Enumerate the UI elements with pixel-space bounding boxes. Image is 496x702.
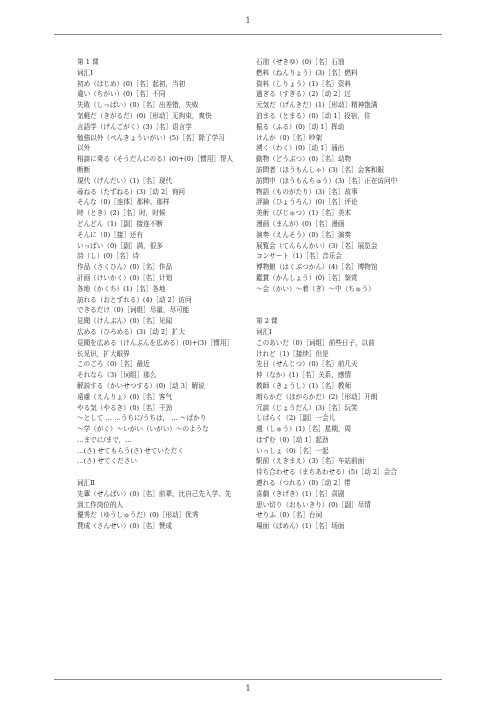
vocab-entry: 過ぎる（すぎる）(2)［动 2］过 (256, 90, 351, 99)
vocab-entry: 喜劇（きげき）(1)［名］喜剧 (256, 489, 345, 498)
vocab-entry: 到工作岗位的人 (77, 500, 124, 509)
vocab-entry: 現代（げんだい）(1)［名］现代 (77, 176, 173, 185)
vocab-entry: 駅前（えきまえ）(3)［名］车站前面 (256, 457, 365, 466)
section-heading: 词汇Ⅰ (77, 68, 93, 77)
vocab-entry: コンサート（1)［名］音乐会 (256, 252, 342, 261)
vocab-entry: それなら（3)［词组］那么 (77, 371, 157, 380)
vocab-entry: 失敗（しっぱい）(0)［名］出差错，失败 (77, 101, 199, 110)
vocab-entry: 連れる（つれる）(0)［动 2］带 (256, 479, 351, 488)
vocab-entry: やる気（やるき）(0)［名］干劲 (77, 403, 173, 412)
vocab-entry: ～として … …うちに/うちは， … ～ばかり (77, 414, 207, 423)
vocab-entry: …(さ) せてください (77, 457, 137, 466)
vocab-entry: 石油（せきゆ）(0)［名］石油 (256, 58, 345, 66)
vocab-entry: 泊まる（とまる）(0)［动 1］投宿，住 (256, 111, 371, 120)
section-heading: 词汇Ⅱ (77, 479, 95, 488)
vocab-entry: このあいだ（0)［词组］前些日子，以前 (256, 338, 375, 347)
section-heading: 词汇Ⅰ (256, 327, 272, 336)
vocab-entry: 振る（ふる）(0)［动 1］挥动 (256, 122, 345, 131)
vocab-entry: 以外 (77, 144, 91, 153)
vocab-entry: 動物（どうぶつ）(0)［名］动物 (256, 155, 352, 164)
vocab-entry: 評論（ひょうろん）(0)［名］评论 (256, 198, 358, 207)
vocab-entry: いっしょ（0)［名］一起 (256, 446, 329, 455)
vocab-entry: 見聞（けんぶん）(0)［名］见闻 (77, 317, 173, 326)
vocab-entry: …(さ) せてもらう(さ) せていただく (77, 446, 184, 455)
vocab-entry: 尋ねる（たずねる）(3)［动 2］询问 (77, 187, 185, 196)
right-column (256, 57, 426, 532)
vocab-entry: 物語（ものがたり）(3)［名］故事 (256, 187, 358, 196)
vocab-entry: 場面（ばめん）(1)［名］场面 (256, 522, 345, 531)
vocab-entry: 博物館（はくぶつかん）(4)［名］博物馆 (256, 263, 378, 272)
vocab-entry: そんな（0)［连体］那种、那样 (77, 198, 170, 207)
page-header-number: 1 (245, 16, 251, 25)
vocab-entry: 違い（ちがい）(0)［名］不同 (77, 90, 166, 99)
vocab-entry: 教師（きょうし）(1)［名］教师 (256, 381, 352, 390)
vocab-entry: 美術（びじゅつ）(1)［名］美术 (256, 209, 352, 218)
vocab-entry: 待ち合わせる（まちあわせる）(5)［动 2］会合 (256, 468, 397, 477)
vocab-entry: 広める（ひろめる）(3)［动 2］扩大 (77, 327, 185, 336)
vocab-entry: 解説する（かいせつする）(0)［动 3］解说 (77, 381, 205, 390)
header-rule (54, 34, 442, 35)
vocab-entry: しばらく（2)［副］一会儿 (256, 414, 336, 423)
vocab-entry: どんどん（1)［副］接连不断 (77, 219, 163, 228)
vocab-entry: 気軽だ（きがるだ）(0)［形动］无拘束，爽快 (77, 111, 212, 120)
vocab-entry: はずむ（0)［动 1］起劲 (256, 435, 329, 444)
vocab-entry: 长见识，扩大眼界 (77, 349, 130, 358)
vocab-entry: 相談に乗る（そうだんにのる）(0)+(0)［惯用］帮人 (77, 155, 234, 164)
vocab-entry: 計画（けいかく）(0)［名］计划 (77, 273, 173, 282)
vocab-entry: そんに（0)［接］还有 (77, 230, 144, 239)
vocab-entry: 時（とき）(2)［名］时，时候 (77, 209, 166, 218)
vocab-entry: 詩（し）(0)［名］诗 (77, 252, 140, 261)
vocab-entry: 勉強以外（べんきょういがい）(5)［名］除了学习 (77, 133, 225, 142)
vocab-entry: 資料（しりょう）(1)［名］资料 (256, 79, 352, 88)
vocab-entry: 展覧会（てんらんかい）(3)［名］展览会 (256, 241, 378, 250)
vocab-entry: 思い切り（おもいきり）(0)［副］尽情 (256, 500, 371, 509)
vocab-entry: 漫画（まんが）(0)［名］漫画 (256, 219, 345, 228)
vocab-entry: けんか（0)［名］吵架 (256, 133, 323, 142)
vocab-entry: ～学（がく）～いがい（いがい）～のような (77, 425, 209, 434)
vocab-entry: 仲（なか）(1)［名］关系，感情 (256, 371, 352, 380)
vocab-entry: 冗談（じょうだん）(3)［名］玩笑 (256, 403, 358, 412)
vocab-entry: 言語学（げんごがく）(3)［名］语言学 (77, 122, 192, 131)
page-footer-number: 1 (245, 684, 251, 693)
vocab-entry: 優秀だ（ゆうしゅうだ）(0)［形动］优秀 (77, 511, 199, 520)
blank-line (77, 467, 247, 478)
vocab-entry: このごろ（0)［名］最近 (77, 360, 150, 369)
vocab-entry: 各地（かくち）(1)［名］各地 (77, 284, 166, 293)
vocab-entry: せりふ（0)［名］台词 (256, 511, 323, 520)
vocab-entry: 燃料（ねんりょう）(3)［名］燃料 (256, 68, 358, 77)
vocab-entry: 週（しゅう）(1)［名］星期，周 (256, 425, 352, 434)
blank-line (256, 295, 426, 306)
vocab-entry: 湧く（わく）(0)［动 1］涌出 (256, 144, 345, 153)
vocab-entry: 見聞を広める（けんぶんを広める）(0)+(3)［惯用］ (77, 338, 234, 347)
vocab-entry: 先日（せんじつ）(0)［名］前几天 (256, 360, 358, 369)
vocab-entry: 訪問中（ほうもんちゅう）(3)［名］正在访问中 (256, 176, 398, 185)
vocab-entry: いっぱい（0)［副］满，很多 (77, 241, 163, 250)
footer-rule (54, 679, 442, 680)
vocab-entry: ～会（かい）～着（ぎ）～中（ちゅう） (256, 284, 375, 293)
vocab-entry: …までに/まで，… (77, 435, 132, 444)
section-heading: 第 1 课 (77, 58, 99, 66)
vocab-entry: 訪問者（ほうもんしゃ）(3)［名］会客和服 (256, 165, 385, 174)
vocab-entry: 朗らかだ（ほがらかだ）(2)［形动］开朗 (256, 392, 378, 401)
vocab-entry: 先輩（せんぱい）(0)［名］前辈，比自己先入学、先 (77, 489, 232, 498)
vocab-entry: 初め（はじめ）(0)［名］起初，当初 (77, 79, 186, 88)
vocab-entry: 鑑賞（かんしょう）(0)［名］鉴赏 (256, 273, 358, 282)
section-heading: 第 2 课 (256, 317, 278, 326)
vocab-entry: 訪れる（おとずれる）(4)［动 2］访问 (77, 295, 192, 304)
vocab-entry: 元気だ（げんきだ）(1)［形动］精神饱满 (256, 101, 378, 110)
vocab-entry: 作品（さくひん）(0)［名］作品 (77, 263, 173, 272)
vocab-entry: 演奏（えんそう）(0)［名］演奏 (256, 230, 352, 239)
left-column (77, 57, 247, 532)
blank-line (256, 305, 426, 316)
vocab-entry: 賛成（さんせい）(0)［名］赞成 (77, 522, 173, 531)
vocab-entry: けれど（1)［接续］但是 (256, 349, 329, 358)
vocab-entry: 遠慮（えんりょ）(0)［名］客气 (77, 392, 173, 401)
vocab-entry: 断断 (77, 165, 91, 174)
vocab-entry: できるだけ（0)［词组］尽量，尽可能 (77, 306, 190, 315)
